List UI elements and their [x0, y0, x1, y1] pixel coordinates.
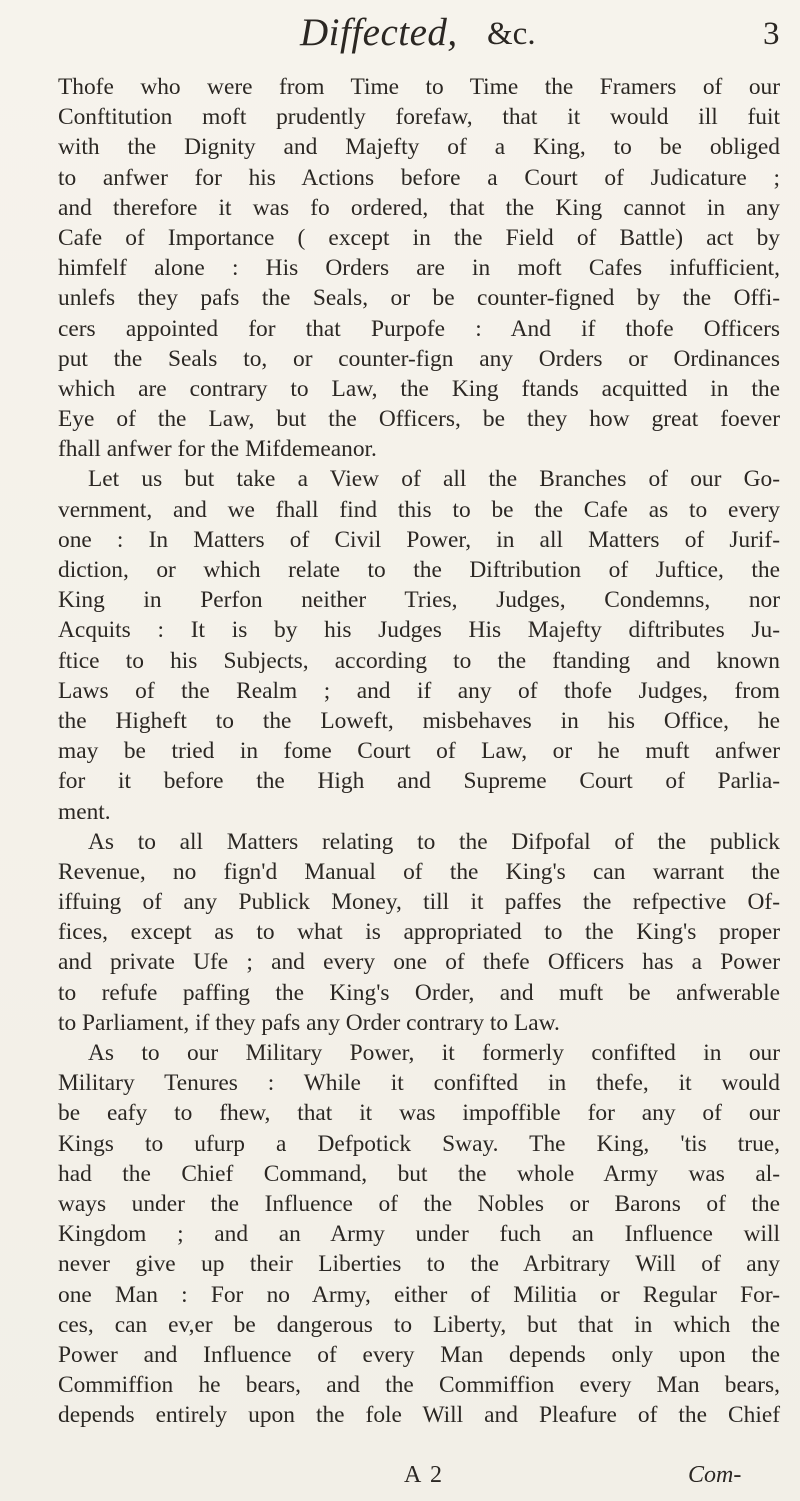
page-footer [0, 1462, 800, 1498]
text-line: may be tried in fome Court of Law, or he muft anfwer [58, 738, 780, 765]
text-line: Let us but take a View of all the Branches of our Go- [88, 466, 780, 493]
text-line: iffuing of any Publick Money, till it paffes the refpective Of- [58, 889, 780, 916]
text-line: put the Seals to, or counter-fign any Orders or Ordinances [58, 345, 780, 372]
text-line: be eafy to fhew, that it was impoffible for any of our [58, 1100, 780, 1127]
catchword: Com- [688, 1462, 742, 1488]
text-line: had the Chief Command, but the whole Army was al- [58, 1160, 780, 1187]
text-line: Military Tenures : While it confifted in thefe, it would [58, 1070, 780, 1097]
running-title-etc: &c. [487, 16, 536, 52]
text-line: ftice to his Subjects, according to the ftanding and known [58, 647, 780, 674]
text-line: depends entirely upon the fole Will and Pleafure of the Chief [58, 1402, 780, 1429]
text-line: himfelf alone : His Orders are in moft Cafes infufficient, [58, 255, 780, 282]
text-line: fices, except as to what is appropriated to the King's proper [58, 919, 780, 946]
text-line: Cafe of Importance ( except in the Field of Battle) act by [58, 224, 780, 251]
text-line: Thofe who were from Time to Time the Framers of our [58, 74, 780, 100]
text-line: Conftitution moft prudently forefaw, that it would ill fuit [58, 104, 780, 131]
text-line: and private Ufe ; and every one of thefe Officers has a Power [58, 949, 780, 976]
text-line: King in Perfon neither Tries, Judges, Condemns, nor [58, 587, 780, 614]
text-line: with the Dignity and Majefty of a King, to be obliged [58, 134, 780, 161]
text-line: vernment, and we fhall find this to be the Cafe as to every [58, 496, 780, 523]
text-line: Laws of the Realm ; and if any of thofe Judges, from [58, 677, 780, 704]
text-line: fhall anfwer for the Mifdemeanor. [58, 436, 377, 463]
text-line: Kingdom ; and an Army under fuch an Influence will [58, 1221, 780, 1248]
page-number: 3 [763, 16, 780, 52]
text-line: ment. [58, 798, 111, 825]
text-line: unlefs they pafs the Seals, or be counter-figned by the Offi- [58, 285, 780, 312]
text-line: to anfwer for his Actions before a Court of Judicature ; [58, 164, 780, 191]
text-line: and therefore it was fo ordered, that the King cannot in any [58, 194, 780, 221]
text-line: for it before the High and Supreme Court of Parlia- [58, 768, 780, 795]
text-line: the Higheft to the Loweft, misbehaves in his Office, he [58, 707, 780, 734]
text-line: to Parliament, if they pafs any Order contrary to Law. [58, 1009, 560, 1036]
text-line: As to all Matters relating to the Difpofal of the publick [88, 828, 780, 855]
text-line: one Man : For no Army, either of Militia or Regular For- [58, 1281, 780, 1308]
text-line: never give up their Liberties to the Arbitrary Will of any [58, 1251, 780, 1278]
text-line: Commiffion he bears, and the Commiffion every Man bears, [58, 1372, 780, 1399]
text-line: cers appointed for that Purpofe : And if thofe Officers [58, 315, 780, 342]
text-line: Eye of the Law, but the Officers, be they how great foever [58, 406, 780, 433]
page-header [0, 10, 800, 60]
text-line: Power and Influence of every Man depends only upon the [58, 1341, 780, 1368]
text-line: to refufe paffing the King's Order, and muft be anfwerable [58, 979, 780, 1006]
text-line: Acquits : It is by his Judges His Majefty diftributes Ju- [58, 617, 780, 644]
text-line: ces, can ev,er be dangerous to Liberty, but that in which the [58, 1311, 780, 1338]
text-line: which are contrary to Law, the King ftands acquitted in the [58, 375, 780, 402]
text-line: Kings to ufurp a Defpotick Sway. The King, 'tis true, [58, 1130, 780, 1157]
text-line: As to our Military Power, it formerly confifted in our [88, 1040, 780, 1066]
running-title: Diffected, [300, 11, 458, 54]
text-line: one : In Matters of Civil Power, in all Matters of Jurif- [58, 526, 780, 553]
text-line: diction, or which relate to the Diftribution of Juftice, the [58, 557, 780, 583]
text-line: Revenue, no fign'd Manual of the King's can warrant the [58, 858, 780, 885]
signature-mark: A 2 [404, 1462, 445, 1488]
body-text [58, 72, 780, 1430]
text-line: ways under the Influence of the Nobles or Barons of the [58, 1190, 780, 1217]
